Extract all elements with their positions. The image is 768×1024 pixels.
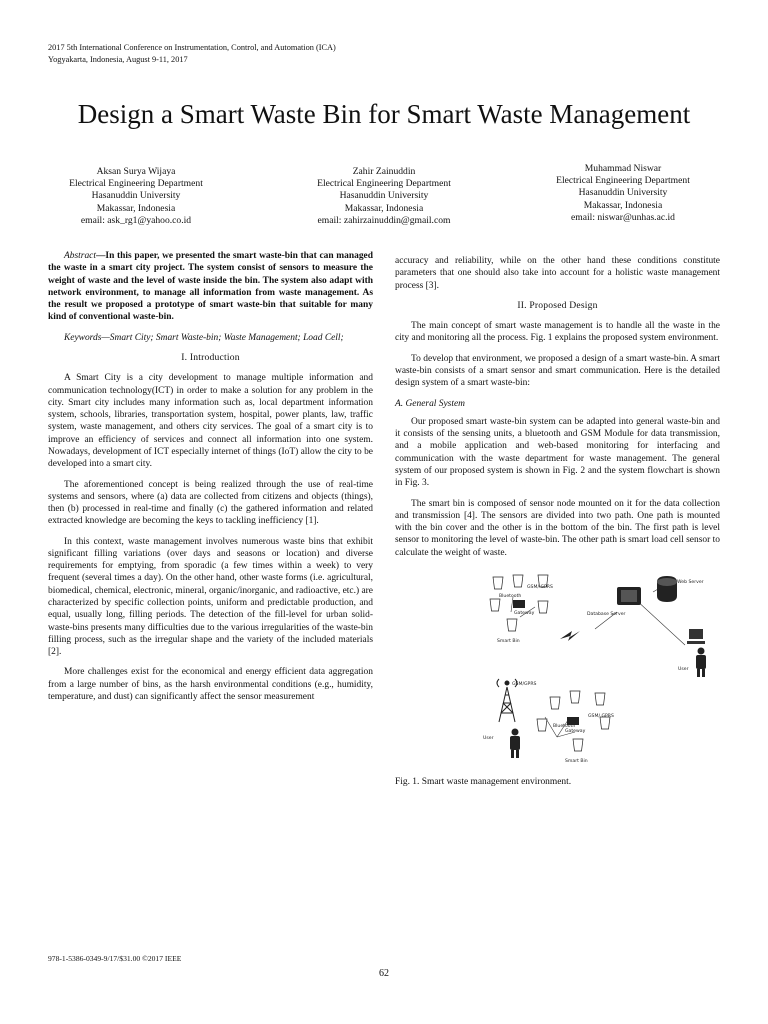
author-dept: Electrical Engineering Department	[69, 178, 203, 190]
label-gsm-gprs-tower: GSM/GPRS	[512, 681, 537, 687]
paragraph: accuracy and reliability, while on the other hand these conditions constitute parameters that one should also take into account for a holistic waste management process [3].	[395, 256, 720, 291]
computer-icon	[687, 629, 705, 644]
abstract-text: In this paper, we presented the smart waste-bin that can managed the waste in a smart city project. The system consist of sensors to measure the weight of waste and the level of waste inside the bin. The system also adapt with network environment, to manage all information from waste management. As the result we proposed a prototype of smart waste-bin that suitable for many kind of conventional waste-bin.	[48, 251, 373, 323]
author-email: email: ask_rg1@yahoo.co.id	[80, 214, 192, 226]
section-heading-introduction: I. Introduction	[181, 351, 240, 363]
database-icon	[617, 587, 641, 605]
label-smart-bin: Smart Bin	[565, 758, 588, 764]
figure-1	[395, 567, 720, 772]
paragraph: More challenges exist for the economical and energy efficient data aggregation from a large number of bins, as the harsh environmental conditions (e.g., humidity, temperature, and dust) can significantly affect the sensor measurement	[48, 667, 373, 702]
web-server-icon	[657, 576, 677, 602]
label-gateway: Gateway	[514, 610, 535, 616]
author-city: Makassar, Indonesia	[583, 199, 663, 211]
label-gsm-gprs: GSM/ GPRS	[588, 713, 614, 719]
author-univ: Hasanuddin University	[91, 190, 181, 202]
system-diagram	[395, 567, 720, 772]
label-user: User	[678, 666, 689, 672]
figure-caption: Fig. 1. Smart waste management environment.	[395, 776, 572, 787]
conference-name: 2017 5th International Conference on Instrumentation, Control, and Automation (ICA)	[48, 43, 336, 52]
paragraph: To develop that environment, we proposed a design of a smart waste-bin. A smart waste-bin consists of a smart sensor and smart communication. Here is the detailed design system of a smart waste-bin:	[395, 353, 720, 389]
author-univ: Hasanuddin University	[578, 187, 668, 199]
user-icon	[510, 728, 520, 758]
bins-top-group	[490, 575, 548, 631]
abstract-label: Abstract	[64, 251, 96, 261]
label-web-server: Web Server	[677, 579, 704, 585]
paragraph: The aforementioned concept is being realized through the use of real-time systems and sensors, where (a) data are collected from citizens and objects (things), then (b) processed in real-time and finally (c) the gathered information and related extracted knowledge are becoming the keys to tackling inefficiency [1].	[48, 479, 373, 527]
label-bluetooth: Bluetooth	[553, 723, 576, 729]
label-bluetooth: Bluetooth	[499, 593, 522, 599]
paragraph: In this context, waste management involves numerous waste bins that exhibit significant filling variations (over days and seasons or location) and diverse requirements for emptying, from sporadic (a few times within a week) to very frequent (several times a day). On the other hand, other waste forms (i.e. agricultural, biomedical, chemical, electronic, mineral, organic/inorganic, and radioactive, etc.) are characterized by specific collection points, uniform and predictable production, and equal, usually long, filling periods. The detection of the fill-level for urban solid-waste-bins presents many difficulties due to the various irregularities of the waste-bin filling process, such as the irregular shape and the variety of the included materials [2].	[48, 536, 373, 658]
paper-title: Design a Smart Waste Bin for Smart Waste Management	[77, 99, 691, 130]
author-email: email: zahirzainuddin@gmail.com	[317, 214, 451, 226]
paragraph: A Smart City is a city development to manage multiple information and communication technology(ICT) in order to make a solution for any problem in the city. Smart city includes many information such as, local department information system, schools, libraries, transportation system, hospital, power plants, law, traffic system, waste management, and others city services. The goal of a smart city is to improve an efficiency of services and connect all information into one system. Nowadays, development of ICT especially internet of things (IoT) allow the city to be developed into a smart city.	[48, 373, 373, 470]
right-column	[395, 255, 720, 788]
section-heading-proposed-design: II. Proposed Design	[517, 299, 598, 311]
author-block-2	[284, 166, 484, 227]
author-email: email: niswar@unhas.ac.id	[571, 211, 675, 223]
keywords: Keywords—Smart City; Smart Waste-bin; Waste Management; Load Cell;	[64, 332, 344, 343]
paragraph: The smart bin is composed of sensor node mounted on it for the data collection and transmission [4]. The sensors are divided into two path. One path is mounted with the bin cover and the other is in the bottom of the bin. The first path is level sensor to monitoring the level of waste-bin. The other path is smart load cell sensor to calculate the weight of waste.	[395, 498, 720, 558]
author-name: Muhammad Niswar	[584, 163, 662, 174]
label-database: Database Server	[587, 611, 626, 617]
author-block-1	[36, 166, 236, 227]
paragraph: Our proposed smart waste-bin system can be adapted into general waste-bin and it consists of the sensing units, a bluetooth and GSM Module for data transmission, and a mobile application and web-based monitoring for interfacing and communication with the waste department for waste management. The general system of our proposed system is shown in Fig. 2 and the system flowchart is shown in Fig. 3.	[395, 416, 720, 489]
author-name: Aksan Surya Wijaya	[96, 166, 176, 177]
left-column	[48, 250, 373, 711]
author-name: Zahir Zainuddin	[352, 166, 416, 177]
label-user: User	[483, 735, 494, 741]
label-smart-bin: Smart Bin	[497, 638, 520, 644]
author-dept: Electrical Engineering Department	[317, 178, 451, 190]
author-city: Makassar, Indonesia	[96, 202, 176, 214]
paragraph: The main concept of smart waste management is to handle all the waste in the city and monitoring all the process. Fig. 1 explains the proposed system environment.	[395, 321, 720, 344]
conference-location: Yogyakarta, Indonesia, August 9-11, 2017	[48, 54, 188, 64]
label-gateway: Gateway	[565, 728, 586, 734]
author-city: Makassar, Indonesia	[344, 202, 424, 214]
conference-header	[48, 42, 336, 65]
author-dept: Electrical Engineering Department	[556, 175, 690, 187]
page-number: 62	[379, 968, 389, 979]
author-block-3	[523, 163, 723, 224]
wireless-link-icon	[560, 631, 580, 641]
abstract: Abstract—In this paper, we presented the smart waste-bin that can managed the waste in a smart city project. The system consist of sensors to measure the weight of waste and the level of waste inside the bin. The system also adapt with network environment, to manage all information from waste management. As the result we proposed a prototype of smart waste-bin that suitable for many kind of conventional waste-bin.	[48, 251, 373, 323]
label-gsm-gprs: GSM/ GPRS	[527, 584, 553, 590]
subsection-heading: A. General System	[395, 398, 465, 409]
bins-bottom-group	[537, 691, 610, 751]
footer-isbn: 978-1-5386-0349-9/17/$31.00 ©2017 IEEE	[48, 954, 182, 963]
author-univ: Hasanuddin University	[339, 190, 429, 202]
user-icon	[696, 647, 706, 677]
